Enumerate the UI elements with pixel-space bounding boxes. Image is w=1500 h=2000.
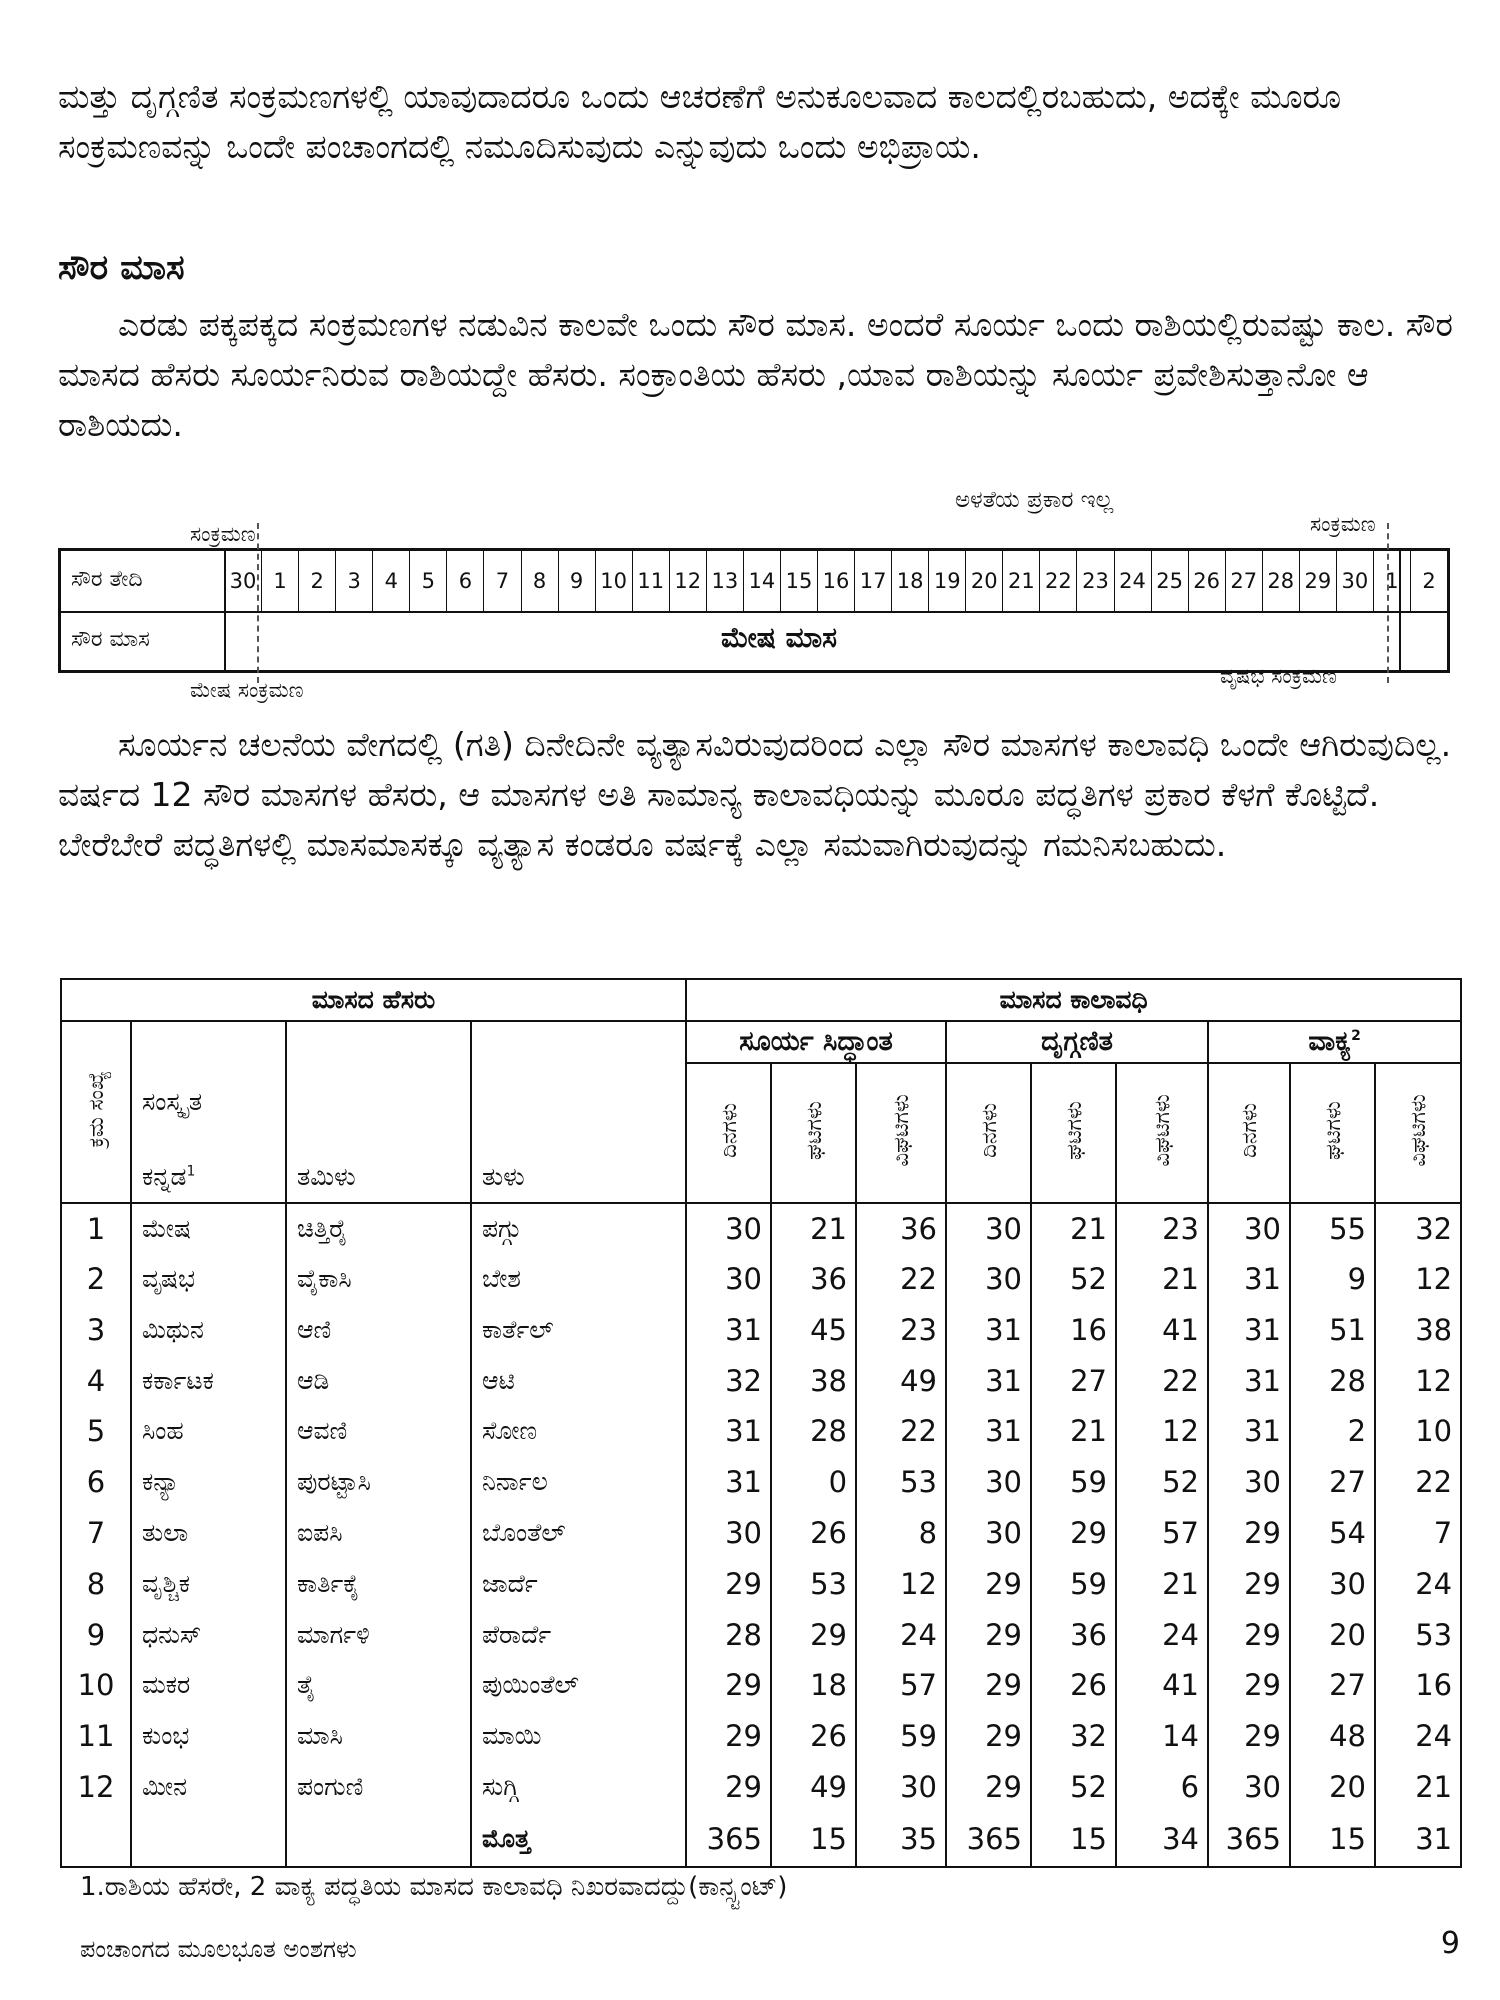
sankramana-label-right: ಸಂಕ್ರಮಣ bbox=[1310, 512, 1376, 536]
duration-value: 32 bbox=[1031, 1711, 1116, 1762]
duration-value: 53 bbox=[771, 1558, 856, 1609]
duration-value: 52 bbox=[1031, 1254, 1116, 1305]
duration-value: 29 bbox=[1208, 1558, 1290, 1609]
tamil-name: ಐಪಸಿ bbox=[286, 1508, 471, 1559]
header-sanskrit-kannada-cell bbox=[131, 1021, 286, 1203]
unit-header-cell bbox=[1290, 1063, 1375, 1203]
strip-date-cell: 23 bbox=[1076, 551, 1113, 611]
paragraph-duration: ಸೂರ್ಯನ ಚಲನೆಯ ವೇಗದಲ್ಲಿ (ಗತಿ) ದಿನೇದಿನೇ ವ್ಯತ್ಯಾಸವಿರುವುದರಿಂದ ಎಲ್ಲಾ ಸೌರ ಮಾಸಗಳ ಕಾಲಾವಧಿ ಒಂದೇ ಆಗಿರುವುದಿಲ್ಲ. ವರ್ಷದ 12 ಸೌರ ಮಾಸಗಳ ಹೆಸರು, ಆ ಮಾಸಗಳ ಅತಿ ಸಾಮಾನ್ಯ ಕಾಲಾವಧಿಯನ್ನು ಮೂರೂ ಪದ್ಧತಿಗಳ ಪ್ರಕಾರ ಕೆಳಗೆ ಕೊಟ್ಟಿದೆ. ಬೇರೆಬೇರೆ ಪದ್ಧತಿಗಳಲ್ಲಿ ಮಾಸಮಾಸಕ್ಕೂ ವ್ಯತ್ಯಾಸ ಕಂಡರೂ ವರ್ಷಕ್ಕೆ ಎಲ್ಲಾ ಸಮವಾಗಿರುವುದನ್ನು ಗಮನಿಸಬಹುದು. bbox=[58, 725, 1452, 864]
sankramana-label-left: ಸಂಕ್ರಮಣ bbox=[190, 522, 256, 546]
header-sanskrit: ಸಂಸ್ಕೃತ bbox=[142, 1087, 203, 1116]
duration-value: 53 bbox=[1375, 1609, 1461, 1660]
tulu-name: ಕಾರ್ತೆಲ್ bbox=[471, 1305, 686, 1356]
duration-value: 59 bbox=[1031, 1558, 1116, 1609]
duration-value: 28 bbox=[1290, 1355, 1375, 1406]
duration-value: 30 bbox=[946, 1457, 1031, 1508]
duration-value: 29 bbox=[686, 1660, 771, 1711]
duration-value: 21 bbox=[1375, 1761, 1461, 1812]
header-kannada: ಕನ್ನಡ bbox=[142, 1162, 187, 1191]
duration-value: 55 bbox=[1290, 1203, 1375, 1254]
strip-date-cell: 22 bbox=[1039, 551, 1076, 611]
duration-value: 32 bbox=[1375, 1203, 1461, 1254]
strip-date-cell: 19 bbox=[928, 551, 965, 611]
duration-value: 22 bbox=[1375, 1457, 1461, 1508]
strip-date-cell: 17 bbox=[854, 551, 891, 611]
duration-value: 49 bbox=[771, 1761, 856, 1812]
tulu-name: ನಿರ್ನಾಲ bbox=[471, 1457, 686, 1508]
duration-value: 24 bbox=[1116, 1609, 1208, 1660]
duration-value: 59 bbox=[1031, 1457, 1116, 1508]
total-value: 365 bbox=[946, 1812, 1031, 1867]
table-row bbox=[61, 1660, 1461, 1711]
table-row bbox=[61, 1355, 1461, 1406]
duration-value: 24 bbox=[1375, 1558, 1461, 1609]
section-heading: ಸೌರ ಮಾಸ bbox=[58, 248, 185, 288]
strip-date-cell: 3 bbox=[335, 551, 372, 611]
header-surya-siddhanta: ಸೂರ್ಯ ಸಿದ್ಧಾಂತ bbox=[686, 1021, 946, 1063]
strip-date-cell: 18 bbox=[891, 551, 928, 611]
unit-header-cell bbox=[1116, 1063, 1208, 1203]
duration-value: 57 bbox=[1116, 1508, 1208, 1559]
duration-value: 31 bbox=[686, 1305, 771, 1356]
duration-value: 38 bbox=[1375, 1305, 1461, 1356]
strip-date-cell: 8 bbox=[521, 551, 558, 611]
duration-value: 27 bbox=[1290, 1457, 1375, 1508]
duration-value: 10 bbox=[1375, 1406, 1461, 1457]
strip-date-cell: 27 bbox=[1225, 551, 1262, 611]
duration-value: 9 bbox=[1290, 1254, 1375, 1305]
strip-date-cell: 29 bbox=[1299, 551, 1336, 611]
month-duration-table bbox=[60, 978, 1462, 1868]
duration-value: 41 bbox=[1116, 1660, 1208, 1711]
total-row bbox=[61, 1812, 1461, 1867]
duration-value: 29 bbox=[686, 1761, 771, 1812]
duration-value: 21 bbox=[771, 1203, 856, 1254]
strip-date-cell: 10 bbox=[595, 551, 632, 611]
strip-date-cell: 25 bbox=[1151, 551, 1188, 611]
duration-value: 30 bbox=[686, 1254, 771, 1305]
total-value: 15 bbox=[1290, 1812, 1375, 1867]
serial-number: 10 bbox=[61, 1660, 131, 1711]
tulu-name: ಸೋಣ bbox=[471, 1406, 686, 1457]
serial-number: 1 bbox=[61, 1203, 131, 1254]
unit-header-cell bbox=[771, 1063, 856, 1203]
unit-header: ವಿಘಟಿಗಳು bbox=[1150, 1093, 1175, 1167]
duration-value: 41 bbox=[1116, 1305, 1208, 1356]
duration-value: 29 bbox=[946, 1558, 1031, 1609]
strip-date-cell: 12 bbox=[669, 551, 706, 611]
strip-date-cell: 6 bbox=[446, 551, 483, 611]
strip-date-cell: 30 bbox=[1336, 551, 1373, 611]
duration-value: 18 bbox=[771, 1660, 856, 1711]
header-month-names: ಮಾಸದ ಹೆಸರು bbox=[61, 979, 686, 1021]
tulu-name: ಪಗ್ಗು bbox=[471, 1203, 686, 1254]
duration-value: 30 bbox=[856, 1761, 946, 1812]
duration-value: 21 bbox=[1031, 1406, 1116, 1457]
paragraph-solar-month: ಎರಡು ಪಕ್ಕಪಕ್ಕದ ಸಂಕ್ರಮಣಗಳ ನಡುವಿನ ಕಾಲವೇ ಒಂದು ಸೌರ ಮಾಸ. ಅಂದರೆ ಸೂರ್ಯ ಒಂದು ರಾಶಿಯಲ್ಲಿರುವಷ್ಟು ಕಾಲ. ಸೌರ ಮಾಸದ ಹೆಸರು ಸೂರ್ಯನಿರುವ ರಾಶಿಯದ್ದೇ ಹೆಸರು. ಸಂಕ್ರಾಂತಿಯ ಹೆಸರು ,ಯಾವ ರಾಶಿಯನ್ನು ಸೂರ್ಯ ಪ್ರವೇಶಿಸುತ್ತಾನೋ ಆ ರಾಶಿಯದು. bbox=[58, 305, 1453, 444]
total-value: 34 bbox=[1116, 1812, 1208, 1867]
duration-value: 31 bbox=[686, 1457, 771, 1508]
table-row bbox=[61, 1305, 1461, 1356]
duration-value: 12 bbox=[856, 1558, 946, 1609]
strip-date-cell: 13 bbox=[706, 551, 743, 611]
serial-number: 6 bbox=[61, 1457, 131, 1508]
duration-value: 23 bbox=[1116, 1203, 1208, 1254]
duration-value: 30 bbox=[686, 1203, 771, 1254]
unit-header: ದಿನಗಳು bbox=[716, 1102, 741, 1158]
strip-row-label-date: ಸೌರ ತೇದಿ bbox=[71, 567, 143, 592]
kannada-name: ಮೇಷ bbox=[131, 1203, 286, 1254]
unit-header: ವಿಘಟಿಗಳು bbox=[1406, 1093, 1431, 1167]
duration-value: 22 bbox=[1116, 1355, 1208, 1406]
kannada-name: ಮೀನ bbox=[131, 1761, 286, 1812]
duration-value: 36 bbox=[856, 1203, 946, 1254]
kannada-name: ಮಕರ bbox=[131, 1660, 286, 1711]
total-value: 365 bbox=[1208, 1812, 1290, 1867]
tamil-name: ಆಡಿ bbox=[286, 1355, 471, 1406]
duration-value: 24 bbox=[856, 1609, 946, 1660]
tamil-name: ವೈಕಾಸಿ bbox=[286, 1254, 471, 1305]
unit-header-cell bbox=[686, 1063, 771, 1203]
strip-date-cell: 9 bbox=[558, 551, 595, 611]
duration-value: 30 bbox=[686, 1508, 771, 1559]
empty-cell bbox=[286, 1812, 471, 1867]
empty-cell bbox=[61, 1812, 131, 1867]
duration-value: 54 bbox=[1290, 1508, 1375, 1559]
tulu-name: ಸುಗ್ಗಿ bbox=[471, 1761, 686, 1812]
header-vakya: ವಾಕ್ಯ bbox=[1308, 1026, 1352, 1057]
unit-header: ವಿಘಟಿಗಳು bbox=[889, 1093, 914, 1167]
vrishabha-sankramana-label: ವೃಷಭ ಸಂಕ್ರಮಣ bbox=[1220, 664, 1337, 688]
empty-cell bbox=[131, 1812, 286, 1867]
duration-value: 29 bbox=[946, 1660, 1031, 1711]
table-row bbox=[61, 1254, 1461, 1305]
duration-value: 51 bbox=[1290, 1305, 1375, 1356]
strip-date-cell: 4 bbox=[372, 551, 409, 611]
strip-date-cell: 24 bbox=[1114, 551, 1151, 611]
total-value: 15 bbox=[1031, 1812, 1116, 1867]
serial-number: 8 bbox=[61, 1558, 131, 1609]
duration-value: 6 bbox=[1116, 1761, 1208, 1812]
kannada-name: ವೃಷಭ bbox=[131, 1254, 286, 1305]
paragraph-intro: ಮತ್ತು ದೃಗ್ಗಣಿತ ಸಂಕ್ರಮಣಗಳಲ್ಲಿ ಯಾವುದಾದರೂ ಒಂದು ಆಚರಣೆಗೆ ಅನುಕೂಲವಾದ ಕಾಲದಲ್ಲಿರಬಹುದು, ಅದಕ್ಕೇ ಮೂರೂ ಸಂಕ್ರಮಣವನ್ನು ಒಂದೇ ಪಂಚಾಂಗದಲ್ಲಿ ನಮೂದಿಸುವುದು ಎನ್ನುವುದು ಒಂದು ಅಭಿಪ್ರಾಯ. bbox=[58, 77, 1342, 166]
duration-value: 12 bbox=[1375, 1254, 1461, 1305]
tamil-name: ತೈ bbox=[286, 1660, 471, 1711]
duration-value: 57 bbox=[856, 1660, 946, 1711]
kannada-name: ಕನ್ಯಾ bbox=[131, 1457, 286, 1508]
footnote: 1.ರಾಶಿಯ ಹೆಸರೇ, 2 ವಾಕ್ಯ ಪದ್ಧತಿಯ ಮಾಸದ ಕಾಲಾವಧಿ ನಿಖರವಾದದ್ದು(ಕಾನ್ಸ್ಟಂಟ್) bbox=[80, 1872, 788, 1902]
tulu-name: ಜಾರ್ದೆ bbox=[471, 1558, 686, 1609]
duration-value: 31 bbox=[946, 1406, 1031, 1457]
serial-number: 5 bbox=[61, 1406, 131, 1457]
kannada-name: ಸಿಂಹ bbox=[131, 1406, 286, 1457]
unit-header: ಘಟಿಗಳು bbox=[801, 1100, 826, 1160]
strip-date-cell: 15 bbox=[780, 551, 817, 611]
duration-value: 21 bbox=[1116, 1558, 1208, 1609]
duration-value: 21 bbox=[1116, 1254, 1208, 1305]
serial-number: 9 bbox=[61, 1609, 131, 1660]
duration-value: 29 bbox=[686, 1711, 771, 1762]
duration-value: 52 bbox=[1031, 1761, 1116, 1812]
total-label: ಮೊತ್ತ bbox=[471, 1812, 686, 1867]
strip-date-cell: 21 bbox=[1002, 551, 1039, 611]
duration-value: 24 bbox=[1375, 1711, 1461, 1762]
strip-date-cell: 26 bbox=[1188, 551, 1225, 611]
table-row bbox=[61, 1711, 1461, 1762]
kannada-name: ತುಲಾ bbox=[131, 1508, 286, 1559]
duration-value: 28 bbox=[686, 1609, 771, 1660]
duration-value: 38 bbox=[771, 1355, 856, 1406]
unit-header-cell bbox=[856, 1063, 946, 1203]
duration-value: 49 bbox=[856, 1355, 946, 1406]
duration-value: 29 bbox=[946, 1609, 1031, 1660]
duration-value: 26 bbox=[771, 1508, 856, 1559]
tulu-name: ಆಟಿ bbox=[471, 1355, 686, 1406]
duration-value: 12 bbox=[1116, 1406, 1208, 1457]
tulu-name: ಬೊಂತೆಲ್ bbox=[471, 1508, 686, 1559]
strip-date-cell: 7 bbox=[483, 551, 520, 611]
duration-value: 28 bbox=[771, 1406, 856, 1457]
duration-value: 23 bbox=[856, 1305, 946, 1356]
duration-value: 26 bbox=[1031, 1660, 1116, 1711]
duration-value: 59 bbox=[856, 1711, 946, 1762]
strip-date-cell: 1 bbox=[261, 551, 298, 611]
duration-value: 22 bbox=[856, 1254, 946, 1305]
duration-value: 12 bbox=[1375, 1355, 1461, 1406]
kannada-name: ಕರ್ಕಾಟಕ bbox=[131, 1355, 286, 1406]
duration-value: 29 bbox=[946, 1761, 1031, 1812]
tulu-name: ಮಾಯಿ bbox=[471, 1711, 686, 1762]
duration-value: 29 bbox=[1031, 1508, 1116, 1559]
duration-value: 29 bbox=[946, 1711, 1031, 1762]
serial-number: 12 bbox=[61, 1761, 131, 1812]
duration-value: 30 bbox=[946, 1254, 1031, 1305]
duration-value: 30 bbox=[1290, 1558, 1375, 1609]
unit-header: ಘಟಿಗಳು bbox=[1320, 1100, 1345, 1160]
page-footer: ಪಂಚಾಂಗದ ಮೂಲಭೂತ ಅಂಶಗಳು bbox=[80, 1935, 357, 1963]
table-body bbox=[61, 1203, 1461, 1867]
header-vakya-sup: 2 bbox=[1351, 1028, 1361, 1044]
duration-value: 30 bbox=[1208, 1203, 1290, 1254]
duration-value: 29 bbox=[686, 1558, 771, 1609]
duration-value: 8 bbox=[856, 1508, 946, 1559]
header-serial: ಕ್ರಮ ಸಂಖ್ಯೆ bbox=[84, 1070, 108, 1148]
sankramana-marker-right bbox=[1387, 523, 1389, 683]
table-row bbox=[61, 1558, 1461, 1609]
tamil-name: ಮಾಸಿ bbox=[286, 1711, 471, 1762]
strip-date-cell: 2 bbox=[298, 551, 335, 611]
duration-value: 20 bbox=[1290, 1761, 1375, 1812]
duration-value: 36 bbox=[771, 1254, 856, 1305]
duration-value: 52 bbox=[1116, 1457, 1208, 1508]
strip-dates bbox=[224, 551, 1447, 611]
mesha-sankramana-label: ಮೇಷ ಸಂಕ್ರಮಣ bbox=[190, 678, 304, 702]
strip-row-label-month: ಸೌರ ಮಾಸ bbox=[71, 627, 150, 652]
unit-header-cell bbox=[946, 1063, 1031, 1203]
duration-value: 45 bbox=[771, 1305, 856, 1356]
duration-value: 20 bbox=[1290, 1609, 1375, 1660]
tulu-name: ಬೇಶ bbox=[471, 1254, 686, 1305]
strip-date-cell: 30 bbox=[224, 551, 261, 611]
kannada-name: ಮಿಥುನ bbox=[131, 1305, 286, 1356]
header-month-duration: ಮಾಸದ ಕಾಲಾವಧಿ bbox=[686, 979, 1461, 1021]
duration-value: 21 bbox=[1031, 1203, 1116, 1254]
kannada-name: ಧನುಸ್ bbox=[131, 1609, 286, 1660]
header-kannada-sup: 1 bbox=[186, 1163, 196, 1180]
total-value: 31 bbox=[1375, 1812, 1461, 1867]
duration-value: 27 bbox=[1290, 1660, 1375, 1711]
table-row bbox=[61, 1406, 1461, 1457]
tamil-name: ಪುರಟ್ಟಾಸಿ bbox=[286, 1457, 471, 1508]
duration-value: 29 bbox=[771, 1609, 856, 1660]
unit-header: ದಿನಗಳು bbox=[976, 1102, 1001, 1158]
strip-date-cell: 14 bbox=[743, 551, 780, 611]
duration-value: 29 bbox=[1208, 1660, 1290, 1711]
strip-date-cell: 28 bbox=[1262, 551, 1299, 611]
table-row bbox=[61, 1203, 1461, 1254]
duration-value: 31 bbox=[1208, 1406, 1290, 1457]
duration-value: 31 bbox=[946, 1305, 1031, 1356]
header-serial-cell bbox=[61, 1021, 131, 1203]
kannada-name: ಕುಂಭ bbox=[131, 1711, 286, 1762]
header-tamil: ತಮಿಳು bbox=[286, 1021, 471, 1203]
duration-value: 30 bbox=[946, 1508, 1031, 1559]
duration-value: 29 bbox=[1208, 1508, 1290, 1559]
unit-header-cell bbox=[1375, 1063, 1461, 1203]
duration-value: 7 bbox=[1375, 1508, 1461, 1559]
table-row bbox=[61, 1508, 1461, 1559]
sankramana-marker-left bbox=[257, 523, 259, 683]
tamil-name: ಪಂಗುಣಿ bbox=[286, 1761, 471, 1812]
strip-divider bbox=[61, 611, 1447, 613]
duration-value: 31 bbox=[1208, 1254, 1290, 1305]
duration-value: 48 bbox=[1290, 1711, 1375, 1762]
strip-date-cell: 2 bbox=[1410, 551, 1447, 611]
duration-value: 36 bbox=[1031, 1609, 1116, 1660]
serial-number: 2 bbox=[61, 1254, 131, 1305]
not-to-scale-note: ಅಳತೆಯ ಪ್ರಕಾರ ಇಲ್ಲ bbox=[955, 487, 1114, 513]
tulu-name: ಪುಯಿಂತೆಲ್ bbox=[471, 1660, 686, 1711]
header-tulu: ತುಳು bbox=[471, 1021, 686, 1203]
duration-value: 2 bbox=[1290, 1406, 1375, 1457]
strip-date-cell: 1 bbox=[1373, 551, 1410, 611]
unit-header: ದಿನಗಳು bbox=[1237, 1102, 1262, 1158]
table-row bbox=[61, 1761, 1461, 1812]
unit-header-cell bbox=[1031, 1063, 1116, 1203]
table-row bbox=[61, 1609, 1461, 1660]
duration-value: 31 bbox=[1208, 1355, 1290, 1406]
duration-value: 29 bbox=[1208, 1711, 1290, 1762]
duration-value: 30 bbox=[946, 1203, 1031, 1254]
duration-value: 16 bbox=[1375, 1660, 1461, 1711]
strip-date-cell: 16 bbox=[817, 551, 854, 611]
serial-number: 3 bbox=[61, 1305, 131, 1356]
kannada-name: ವೃಶ್ಚಿಕ bbox=[131, 1558, 286, 1609]
tamil-name: ಮಾರ್ಗಳಿ bbox=[286, 1609, 471, 1660]
total-value: 35 bbox=[856, 1812, 946, 1867]
serial-number: 4 bbox=[61, 1355, 131, 1406]
unit-header: ಘಟಿಗಳು bbox=[1061, 1100, 1086, 1160]
strip-month-name: ಮೇಷ ಮಾಸ bbox=[721, 621, 837, 654]
duration-value: 16 bbox=[1031, 1305, 1116, 1356]
strip-date-cell: 20 bbox=[965, 551, 1002, 611]
duration-value: 30 bbox=[1208, 1761, 1290, 1812]
serial-number: 11 bbox=[61, 1711, 131, 1762]
duration-value: 31 bbox=[1208, 1305, 1290, 1356]
unit-header-cell bbox=[1208, 1063, 1290, 1203]
header-drik-ganita: ದೃಗ್ಗಣಿತ bbox=[946, 1021, 1208, 1063]
table-row bbox=[61, 1457, 1461, 1508]
header-vakya-cell bbox=[1208, 1021, 1461, 1063]
total-value: 365 bbox=[686, 1812, 771, 1867]
duration-value: 31 bbox=[946, 1355, 1031, 1406]
tamil-name: ಆವಣಿ bbox=[286, 1406, 471, 1457]
tamil-name: ಚಿತ್ತಿರೈ bbox=[286, 1203, 471, 1254]
serial-number: 7 bbox=[61, 1508, 131, 1559]
solar-date-strip bbox=[58, 548, 1450, 673]
duration-value: 32 bbox=[686, 1355, 771, 1406]
duration-value: 0 bbox=[771, 1457, 856, 1508]
duration-value: 31 bbox=[686, 1406, 771, 1457]
duration-value: 27 bbox=[1031, 1355, 1116, 1406]
strip-date-cell: 11 bbox=[632, 551, 669, 611]
duration-value: 53 bbox=[856, 1457, 946, 1508]
page-number: 9 bbox=[1440, 1926, 1460, 1961]
tamil-name: ಕಾರ್ತಿಕೈ bbox=[286, 1558, 471, 1609]
duration-value: 14 bbox=[1116, 1711, 1208, 1762]
duration-value: 26 bbox=[771, 1711, 856, 1762]
strip-date-cell: 5 bbox=[409, 551, 446, 611]
duration-value: 29 bbox=[1208, 1609, 1290, 1660]
total-value: 15 bbox=[771, 1812, 856, 1867]
duration-value: 30 bbox=[1208, 1457, 1290, 1508]
duration-value: 22 bbox=[856, 1406, 946, 1457]
tulu-name: ಪೆರಾರ್ದೆ bbox=[471, 1609, 686, 1660]
tamil-name: ಆಣಿ bbox=[286, 1305, 471, 1356]
